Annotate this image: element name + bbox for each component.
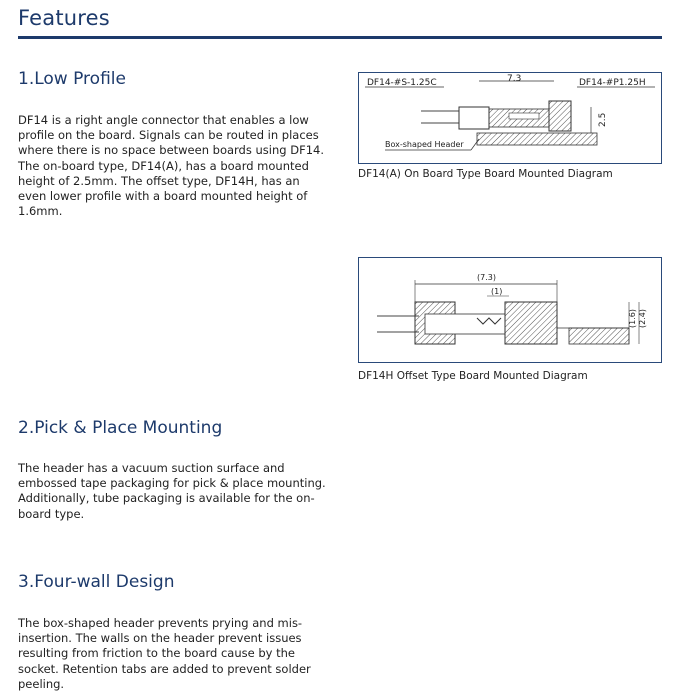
paragraph: The box-shaped header prevents prying and mis-insertion. The walls on the header prevent issues resulting from friction to the board cause by the socket. Retention tabs are added to prevent solder peeling. (18, 616, 311, 691)
paragraph: The header has a vacuum suction surface and embossed tape packaging for pick & place mounting. (18, 461, 326, 491)
on-board-diagram-drawing (359, 73, 661, 163)
section-heading-pick-place: 2.Pick & Place Mounting (18, 418, 223, 438)
paragraph: Additionally, tube packaging is available for the on-board type. (18, 491, 315, 521)
label-box-header: Box-shaped Header (385, 140, 464, 149)
page-title: Features (18, 6, 110, 30)
figure-caption-on-board: DF14(A) On Board Type Board Mounted Diagram (358, 168, 613, 180)
label-height-outer: (2.4) (638, 309, 647, 328)
section-heading-low-profile: 1.Low Profile (18, 69, 126, 89)
label-pitch: (1) (491, 287, 503, 296)
paragraph: DF14 is a right angle connector that enables a low profile on the board. Signals can be routed in places where there is no space between boards using DF14. The on-board type, DF14(A), has a board mounted height of 2.5mm. The offset type, DF14H, has an even lower profile with a board mounted height of 1.6mm. (18, 113, 324, 219)
section-body-pick-place (18, 461, 330, 522)
figure-on-board-diagram (358, 72, 662, 164)
label-height: 2.5 (598, 112, 608, 127)
section-body-low-profile (18, 113, 330, 219)
figure-offset-diagram (358, 257, 662, 363)
offset-diagram-drawing (359, 258, 661, 362)
title-divider (18, 36, 662, 39)
label-socket: DF14-#S-1.25C (367, 78, 437, 88)
figure-caption-offset: DF14H Offset Type Board Mounted Diagram (358, 370, 588, 382)
label-height-inner: (1.6) (628, 309, 637, 328)
label-header: DF14-#P1.25H (579, 78, 646, 88)
label-length: (7.3) (477, 273, 496, 282)
label-length: 7.3 (507, 74, 522, 84)
section-body-four-wall (18, 616, 330, 692)
section-heading-four-wall: 3.Four-wall Design (18, 572, 175, 592)
